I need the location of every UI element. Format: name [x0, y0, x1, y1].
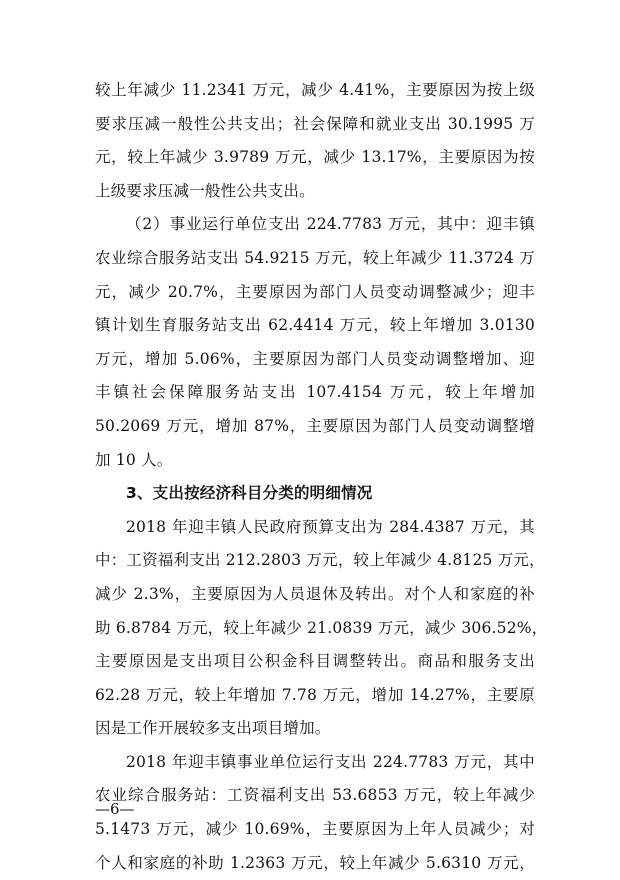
text-line-7: 元，减少 20.7%，主要原因为部门人员变动调整减少；迎丰	[95, 282, 535, 301]
text-line-16: 减少 2.3%，主要原因为人员退休及转出。对个人和家庭的补	[95, 584, 535, 603]
page-number: —6—	[95, 800, 135, 818]
text-line-14: 2018 年迎丰镇人民政府预算支出为 284.4387 万元，其	[126, 517, 535, 536]
text-line-2: 要求压减一般性公共支出；社会保障和就业支出 30.1995 万	[95, 114, 535, 133]
text-line-19: 62.28 万元，较上年增加 7.78 万元，增加 14.27%，主要原	[95, 685, 535, 704]
text-line-17: 助 6.8784 万元，较上年减少 21.0839 万元，减少 306.52%，	[95, 618, 548, 637]
text-line-4: 上级要求压减一般性公共支出。	[95, 181, 315, 200]
text-line-10: 丰镇社会保障服务站支出 107.4154 万元，较上年增加	[95, 383, 535, 402]
text-line-1: 较上年减少 11.2341 万元，减少 4.41%，主要原因为按上级	[95, 81, 535, 99]
text-line-8: 镇计划生育服务站支出 62.4414 万元，较上年增加 3.0130	[95, 316, 535, 335]
text-line-22: 农业综合服务站：工资福利支出 53.6853 万元，较上年减少	[95, 786, 535, 805]
text-line-6: 农业综合服务站支出 54.9215 万元，较上年减少 11.3724 万	[95, 248, 535, 267]
text-line-3: 元，较上年减少 3.9789 万元，减少 13.17%，主要原因为按	[95, 148, 535, 167]
text-line-21: 2018 年迎丰镇事业单位运行支出 224.7783 万元，其中	[126, 752, 535, 771]
text-line-12: 加 10 人。	[95, 450, 173, 469]
section-heading: 3、支出按经济科目分类的明细情况	[126, 484, 373, 503]
text-line-11: 50.2069 万元，增加 87%，主要原因为部门人员变动调整增	[95, 416, 535, 435]
text-line-15: 中：工资福利支出 212.2803 万元，较上年减少 4.8125 万元，	[95, 551, 545, 570]
text-line-20: 因是工作开展较多支出项目增加。	[95, 719, 331, 738]
text-line-5: （2）事业运行单位支出 224.7783 万元，其中：迎丰镇	[126, 215, 535, 234]
text-line-18: 主要原因是支出项目公积金科目调整转出。商品和服务支出	[95, 652, 535, 671]
text-line-23: 5.1473 万元，减少 10.69%，主要原因为上年人员减少；对	[95, 820, 535, 839]
text-line-24: 个人和家庭的补助 1.2363 万元，较上年减少 5.6310 万元，	[95, 853, 535, 872]
document-body	[95, 74, 548, 880]
text-line-9: 万元，增加 5.06%，主要原因为部门人员变动调整增加、迎	[95, 349, 535, 368]
